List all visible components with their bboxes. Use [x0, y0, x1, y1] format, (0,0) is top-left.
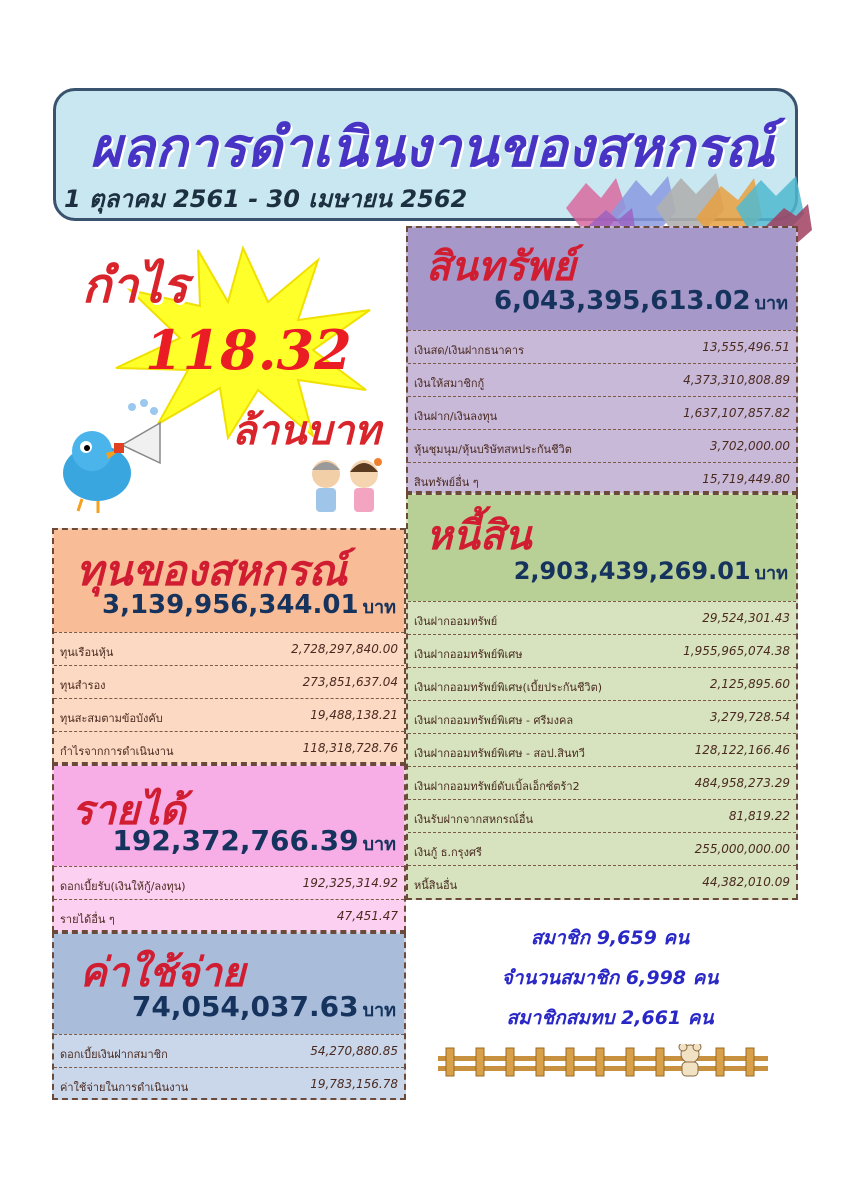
row-label: เงินให้สมาชิกกู้	[414, 377, 485, 390]
row-label: เงินฝาก/เงินลงทุน	[414, 410, 498, 423]
liabilities-total-value: 2,903,439,269.01	[513, 557, 751, 585]
liabilities-row	[408, 733, 796, 767]
profit-unit: ล้านบาท	[232, 407, 381, 454]
row-label: กำไรจากการดำเนินงาน	[60, 745, 174, 758]
liabilities-row	[408, 832, 796, 866]
row-label: ทุนสะสมตามข้อบังคับ	[60, 712, 163, 725]
row-value: 29,524,301.43	[702, 611, 790, 625]
row-value: 2,125,895.60	[709, 677, 790, 691]
liabilities-section	[406, 493, 798, 900]
capital-total-value: 3,139,956,344.01	[101, 590, 359, 620]
row-value: 255,000,000.00	[694, 842, 790, 856]
row-label: เงินฝากออมทรัพย์ดับเบิ้ลเอ็กซ์ตร้า2	[414, 780, 580, 793]
capital-section	[52, 528, 406, 764]
liabilities-row	[408, 667, 796, 701]
kids-illustration	[296, 452, 396, 522]
liabilities-row	[408, 865, 796, 899]
assets-row	[408, 363, 796, 397]
assets-row	[408, 429, 796, 463]
liabilities-row	[408, 799, 796, 833]
row-value: 3,279,728.54	[709, 710, 790, 724]
row-value: 1,955,965,074.38	[683, 644, 790, 658]
assets-header	[408, 228, 796, 330]
reporting-period: 1 ตุลาคม 2561 - 30 เมษายน 2562	[64, 185, 468, 213]
liabilities-row	[408, 601, 796, 635]
expense-section	[52, 932, 406, 1100]
assets-row	[408, 396, 796, 430]
row-label: เงินฝากออมทรัพย์พิเศษ - สอป.สินทวี	[414, 747, 585, 760]
capital-total-unit: บาท	[362, 597, 396, 618]
row-label: เงินฝากออมทรัพย์พิเศษ(เบี้ยประกันชีวิต)	[414, 681, 603, 694]
income-total-value: 192,372,766.39	[112, 824, 359, 857]
liabilities-total-unit: บาท	[754, 563, 788, 584]
expense-row	[54, 1034, 404, 1068]
row-value: 15,719,449.80	[702, 472, 790, 486]
liabilities-row	[408, 634, 796, 668]
row-value: 13,555,496.51	[702, 340, 790, 354]
assets-row	[408, 462, 796, 496]
row-value: 484,958,273.29	[694, 776, 790, 790]
capital-row	[54, 731, 404, 765]
liabilities-header	[408, 495, 796, 601]
capital-row	[54, 665, 404, 699]
page-title: ผลการดำเนินงานของสหกรณ์	[90, 115, 775, 179]
row-value: 81,819.22	[728, 809, 790, 823]
row-value: 2,728,297,840.00	[291, 642, 398, 656]
liabilities-row	[408, 700, 796, 734]
row-label: เงินฝากออมทรัพย์	[414, 615, 498, 628]
assets-total	[494, 286, 788, 317]
fence-decoration	[438, 1044, 768, 1078]
row-label: ค่าใช้จ่ายในการดำเนินงาน	[60, 1081, 189, 1094]
row-label: เงินกู้ ธ.กรุงศรี	[414, 846, 482, 859]
assets-row	[408, 330, 796, 364]
liabilities-title: หนี้สิน	[426, 512, 532, 559]
income-section	[52, 764, 406, 932]
row-label: เงินสด/เงินฝากธนาคาร	[414, 344, 524, 357]
expense-header	[54, 934, 404, 1034]
row-value: 4,373,310,808.89	[683, 373, 790, 387]
row-value: 3,702,000.00	[709, 439, 790, 453]
income-header	[54, 766, 404, 866]
capital-header	[54, 530, 404, 632]
row-value: 273,851,637.04	[302, 675, 398, 689]
income-row	[54, 866, 404, 900]
member-total: สมาชิก 9,659 คน	[530, 927, 690, 949]
member-stats	[420, 918, 800, 1038]
assets-section	[406, 226, 798, 493]
assets-total-unit: บาท	[754, 293, 788, 314]
row-label: ดอกเบี้ยรับ(เงินให้กู้/ลงทุน)	[60, 880, 186, 893]
expense-title: ค่าใช้จ่าย	[80, 949, 246, 996]
row-label: เงินฝากออมทรัพย์พิเศษ - ศรีมงคล	[414, 714, 574, 727]
expense-total-unit: บาท	[362, 1000, 396, 1021]
row-value: 128,122,166.46	[694, 743, 790, 757]
member-regular: จำนวนสมาชิก 6,998 คน	[501, 967, 719, 989]
expense-total-value: 74,054,037.63	[131, 990, 359, 1023]
row-value: 44,382,010.09	[702, 875, 790, 889]
row-label: หนี้สินอื่น	[414, 879, 458, 892]
row-value: 19,488,138.21	[310, 708, 398, 722]
row-value: 54,270,880.85	[310, 1044, 398, 1058]
liabilities-row	[408, 766, 796, 800]
income-row	[54, 899, 404, 933]
row-value: 192,325,314.92	[302, 876, 398, 890]
capital-total	[102, 590, 396, 621]
capital-row	[54, 632, 404, 666]
row-label: สินทรัพย์อื่น ๆ	[414, 476, 479, 489]
megaphone-bird-icon	[52, 395, 172, 515]
profit-value: 118.32	[145, 318, 352, 382]
row-label: รายได้อื่น ๆ	[60, 913, 115, 926]
assets-total-value: 6,043,395,613.02	[493, 286, 751, 316]
assets-title: สินทรัพย์	[426, 243, 576, 290]
row-value: 118,318,728.76	[302, 741, 398, 755]
row-value: 1,637,107,857.82	[683, 406, 790, 420]
income-total-unit: บาท	[362, 834, 396, 855]
capital-row	[54, 698, 404, 732]
row-label: เงินรับฝากจากสหกรณ์อื่น	[414, 813, 533, 826]
row-label: ทุนเรือนหุ้น	[60, 646, 114, 659]
row-label: เงินฝากออมทรัพย์พิเศษ	[414, 648, 523, 661]
expense-row	[54, 1067, 404, 1101]
row-label: ดอกเบี้ยเงินฝากสมาชิก	[60, 1048, 168, 1061]
liabilities-total	[514, 557, 788, 587]
capital-title: ทุนของสหกรณ์	[76, 546, 348, 595]
row-value: 19,783,156.78	[310, 1077, 398, 1091]
row-label: ทุนสำรอง	[60, 679, 106, 692]
row-value: 47,451.47	[336, 909, 398, 923]
expense-total	[132, 990, 396, 1024]
member-associate: สมาชิกสมทบ 2,661 คน	[506, 1007, 714, 1029]
income-title: รายได้	[72, 787, 186, 834]
income-total	[112, 824, 396, 858]
row-label: หุ้นชุมนุม/หุ้นบริษัทสหประกันชีวิต	[414, 443, 572, 456]
profit-label: กำไร	[82, 258, 188, 314]
